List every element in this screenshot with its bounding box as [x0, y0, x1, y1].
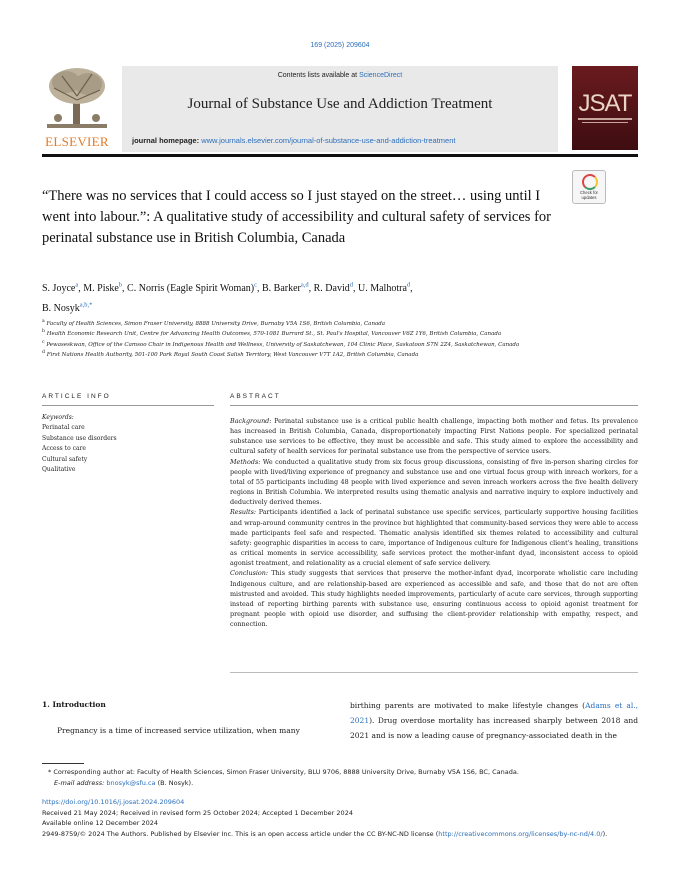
check-updates-icon: [582, 174, 598, 190]
author[interactable]: R. David$^d$,: [313, 282, 358, 295]
check-updates-label: Check for updates: [580, 190, 598, 200]
body-column-right: birthing parents are motivated to make lifestyle changes (Adams et al., 2021). Drug overdose mortality has increased sharply between 2018 and 2021 and is now a leading cause of pregnancy-associated death in the: [350, 701, 638, 740]
abstract-methods: Methods: We conducted a qualitative study from six focus group discussions, consisting of five in-person sharing circles for people with lived/living experience of pregnancy and substance use and one virtual focus group with inreach workers, for a total of 55 participants including 48 people with lived experience and seven inreach workers across the five health delivery regions in British Columbia. We interpreted results using thematic analysis and narrative inquiry to explore inductively and deductively derived themes.: [230, 457, 638, 507]
online-date: Available online 12 December 2024: [42, 819, 159, 827]
homepage-label: journal homepage:: [132, 136, 202, 145]
doi-link[interactable]: https://doi.org/10.1016/j.josat.2024.209604: [42, 798, 185, 806]
check-for-updates-button[interactable]: [572, 170, 606, 204]
article-info-rule: [42, 405, 214, 406]
abstract-rule: [230, 405, 638, 406]
cover-stripe: [578, 118, 632, 120]
corresponding-author-note: [42, 767, 638, 789]
contents-line: [122, 72, 558, 79]
homepage-link[interactable]: www.journals.elsevier.com/journal-of-substance-use-and-addiction-treatment: [201, 136, 456, 145]
affiliation: $^d$ First Nations Health Authority, 501-100 Park Royal South Coast Salish Territory, West Vancouver V7T 1A2, British Columbia, Canada: [42, 349, 419, 358]
journal-citation[interactable]: 169 (2025) 209604: [310, 42, 370, 49]
abstract-body: [230, 416, 638, 629]
history-dates: Received 21 May 2024; Received in revised form 25 October 2024; Accepted 1 December 2024: [42, 808, 353, 817]
header-divider: [42, 154, 638, 157]
footnote-rule: [42, 763, 84, 764]
author[interactable]: B. Nosyk$^{a,b,*}$: [42, 301, 93, 314]
license-line: 2949-8759/© 2024 The Authors. Published by Elsevier Inc. This is an open access article under the CC BY-NC-ND license (http://creativecommons.org/licenses/by-nc-nd/4.0/).: [42, 829, 608, 838]
keyword[interactable]: Qualitative: [42, 466, 76, 473]
elsevier-wordmark: ELSEVIER: [45, 134, 109, 149]
corresponding-author: * Corresponding author at: Faculty of Health Sciences, Simon Fraser University, BLU 9706, 8888 University Drive, Burnaby V5A 1S6, BC, Canada.: [48, 768, 519, 776]
affiliation: $^c$ Pewaseskwan, Office of the Camsoo Chair in Indigenous Health and Wellness, University of Saskatchewan, 104 Clinic Place, Saskatoon S7N 2Z4, Saskatchewan, Canada: [42, 339, 520, 348]
keywords-list: [42, 423, 212, 476]
author[interactable]: M. Piske$^b$,: [83, 282, 128, 295]
email-link[interactable]: bnosyk@sfu.ca: [106, 779, 156, 787]
abstract-background: Background: Perinatal substance use is a critical public health challenge, impacting both mother and fetus. Its prevalence has increased in British Columbia, Canada, disproportionately impacting First Nations people. For specialized perinatal substance use services to be effective, they must be accessible and safe. This study aimed to explore the accessibility and cultural safety of health services for perinatal substance use from the perspective of service users.: [230, 417, 638, 456]
author[interactable]: B. Barker$^{a,d}$,: [261, 282, 314, 295]
article-title: “There was no services that I could access so I just stayed on the street… using until I went into labour.”: A qualitative study of accessibility and cultural safety of services for perinatal substance use in British Columbia, Canada: [42, 188, 551, 246]
abstract-bottom-rule: [230, 672, 638, 673]
author[interactable]: S. Joyce$^a$,: [42, 282, 84, 295]
keyword[interactable]: Access to care: [42, 445, 86, 452]
author-list: [42, 278, 562, 317]
reference-link[interactable]: Adams et al., 2021: [350, 701, 638, 725]
cover-stripe-thin: [582, 122, 628, 123]
cover-title: JSAT: [578, 90, 632, 117]
abstract-results: Results: Participants identified a lack of perinatal substance use specific services, particularly supportive housing facilities and wrap-around community centres in the province but highlighted that community-based services they were able to access made participants feel safe and respected. Thematic analysis identified six themes related to accessibility and cultural safety: geographic disparities in access to care, importance of Indigenous culture for Indigenous client's healing, transitions as critical moments in service accessibility, safe services protect the mother-infant dyad, inconsistent access to opioid agonist treatment, and relationality as a crucial element of safe service delivery.: [230, 508, 638, 568]
article-info-heading: ARTICLE INFO: [42, 393, 111, 400]
journal-header: [122, 66, 558, 152]
affiliation: $^b$ Health Economic Research Unit, Centre for Advancing Health Outcomes, 570-1081 Burrard St., St. Paul's Hospital, Vancouver V6Z 1Y6, British Columbia, Canada: [42, 329, 502, 338]
author[interactable]: C. Norris (Eagle Spirit Woman)$^c$,: [127, 282, 262, 295]
abstract-heading: ABSTRACT: [230, 393, 281, 400]
keywords-label: Keywords:: [42, 414, 74, 421]
sciencedirect-link[interactable]: ScienceDirect: [359, 72, 403, 79]
license-link[interactable]: http://creativecommons.org/licenses/by-nc-nd/4.0/: [438, 829, 603, 838]
keyword[interactable]: Perinatal care: [42, 424, 85, 431]
affiliations: [42, 318, 562, 359]
journal-homepage: [132, 136, 455, 145]
journal-title[interactable]: Journal of Substance Use and Addiction Treatment: [187, 96, 493, 112]
journal-cover[interactable]: [572, 66, 638, 150]
body-column-left: Pregnancy is a time of increased service utilization, when many: [57, 726, 300, 735]
email-line: E-mail address: bnosyk@sfu.ca (B. Nosyk).: [54, 779, 194, 787]
contents-prefix: Contents lists available at: [277, 72, 360, 79]
author[interactable]: U. Malhotra$^d$,: [358, 282, 413, 295]
abstract-conclusion: Conclusion: This study suggests that services that preserve the mother-infant dyad, incorporate wholistic care including Indigenous culture, and are relationship-based are experienced as accessible and safe, and those that do not are often mistrusted and avoided. This study highlights needed improvements, particularly of acute care services, through supporting instead of reporting birthing parents with substance use, ensuring continuous access to opioid agonist treatment for pregnant people with opioid use disorder, and suffusing the client-provider relationship with empathy, respect, and connection.: [230, 569, 638, 629]
article-metadata: [42, 797, 638, 839]
elsevier-logo[interactable]: [42, 66, 112, 150]
keyword[interactable]: Substance use disorders: [42, 434, 117, 442]
affiliation: $^a$ Faculty of Health Sciences, Simon Fraser University, 8888 University Drive, Burnaby V5A 1S6, British Columbia, Canada: [42, 319, 386, 327]
keyword[interactable]: Cultural safety: [42, 455, 88, 463]
tree-logo-icon: [42, 66, 112, 132]
section-heading: 1. Introduction: [42, 700, 106, 709]
